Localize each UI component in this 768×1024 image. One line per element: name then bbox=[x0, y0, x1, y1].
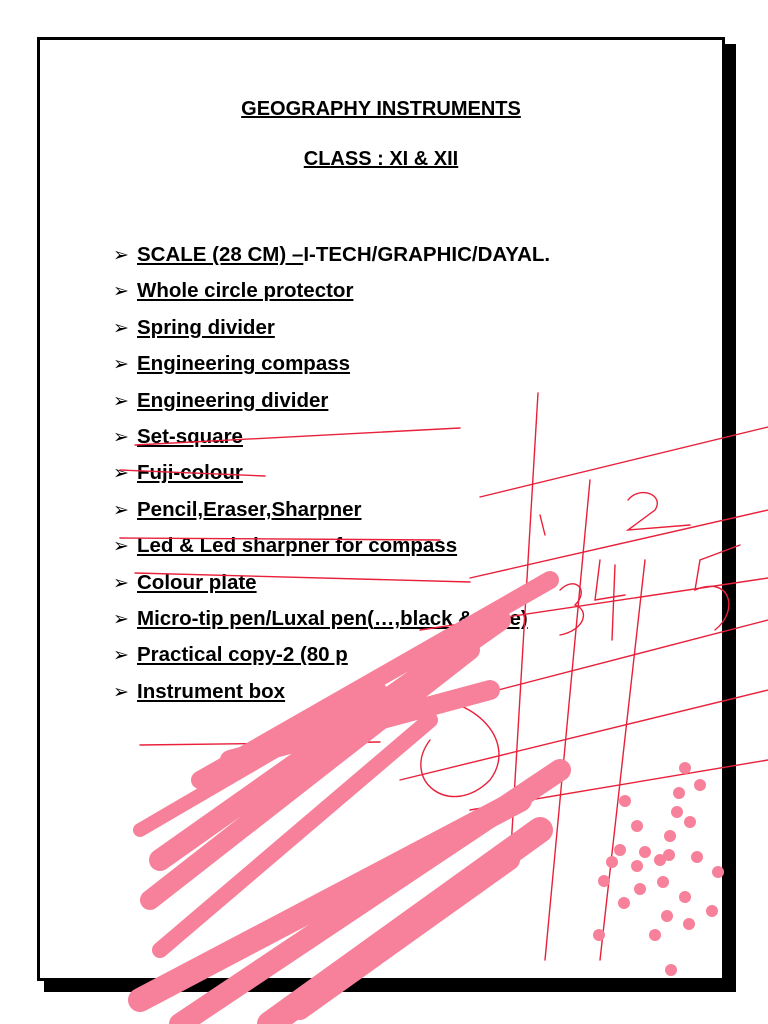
item-text: Set-square bbox=[137, 424, 243, 448]
arrow-bullet-icon: ➢ bbox=[113, 572, 129, 594]
list-item bbox=[113, 316, 550, 352]
arrow-bullet-icon: ➢ bbox=[113, 245, 129, 266]
arrow-bullet-icon: ➢ bbox=[113, 463, 129, 485]
item-text: Engineering divider bbox=[137, 388, 329, 412]
list-item bbox=[113, 243, 550, 279]
list-item bbox=[113, 425, 550, 461]
item-text: Engineering compass bbox=[137, 352, 351, 376]
instrument-list bbox=[113, 243, 550, 716]
arrow-bullet-icon: ➢ bbox=[113, 354, 129, 376]
list-item bbox=[113, 643, 550, 679]
list-item bbox=[113, 607, 550, 643]
arrow-bullet-icon: ➢ bbox=[113, 281, 129, 303]
arrow-bullet-icon: ➢ bbox=[113, 681, 129, 703]
item-text: Spring divider bbox=[137, 315, 275, 339]
list-item bbox=[113, 571, 550, 607]
item-text: Whole circle protector bbox=[137, 279, 354, 303]
list-item bbox=[113, 534, 550, 570]
item-text: Pencil,Eraser,Sharpner bbox=[137, 497, 362, 521]
list-item bbox=[113, 389, 550, 425]
list-item bbox=[113, 279, 550, 315]
list-item bbox=[113, 461, 550, 497]
item-text: Practical copy-2 (80 p bbox=[137, 643, 348, 667]
item-text: Micro-tip pen/Luxal pen( bbox=[137, 606, 374, 630]
list-item bbox=[113, 680, 550, 716]
document-page bbox=[37, 37, 725, 981]
item-suffix: …,black & blue) bbox=[373, 606, 528, 630]
item-text: SCALE (28 CM) – bbox=[137, 243, 304, 266]
arrow-bullet-icon: ➢ bbox=[113, 536, 129, 558]
page-subtitle: CLASS : XI & XII bbox=[303, 148, 459, 170]
arrow-bullet-icon: ➢ bbox=[113, 608, 129, 630]
item-suffix: I-TECH/GRAPHIC/DAYAL. bbox=[303, 243, 551, 266]
arrow-bullet-icon: ➢ bbox=[113, 426, 129, 448]
arrow-bullet-icon: ➢ bbox=[113, 390, 129, 412]
item-text: Instrument box bbox=[137, 679, 286, 703]
list-item bbox=[113, 352, 550, 388]
arrow-bullet-icon: ➢ bbox=[113, 645, 129, 667]
item-text: Colour plate bbox=[137, 570, 257, 594]
item-text: Led & Led sharpner for compass bbox=[137, 534, 458, 558]
page-title: GEOGRAPHY INSTRUMENTS bbox=[241, 98, 521, 120]
item-text: Fuji-colour bbox=[137, 461, 243, 485]
arrow-bullet-icon: ➢ bbox=[113, 317, 129, 339]
arrow-bullet-icon: ➢ bbox=[113, 499, 129, 521]
list-item bbox=[113, 498, 550, 534]
